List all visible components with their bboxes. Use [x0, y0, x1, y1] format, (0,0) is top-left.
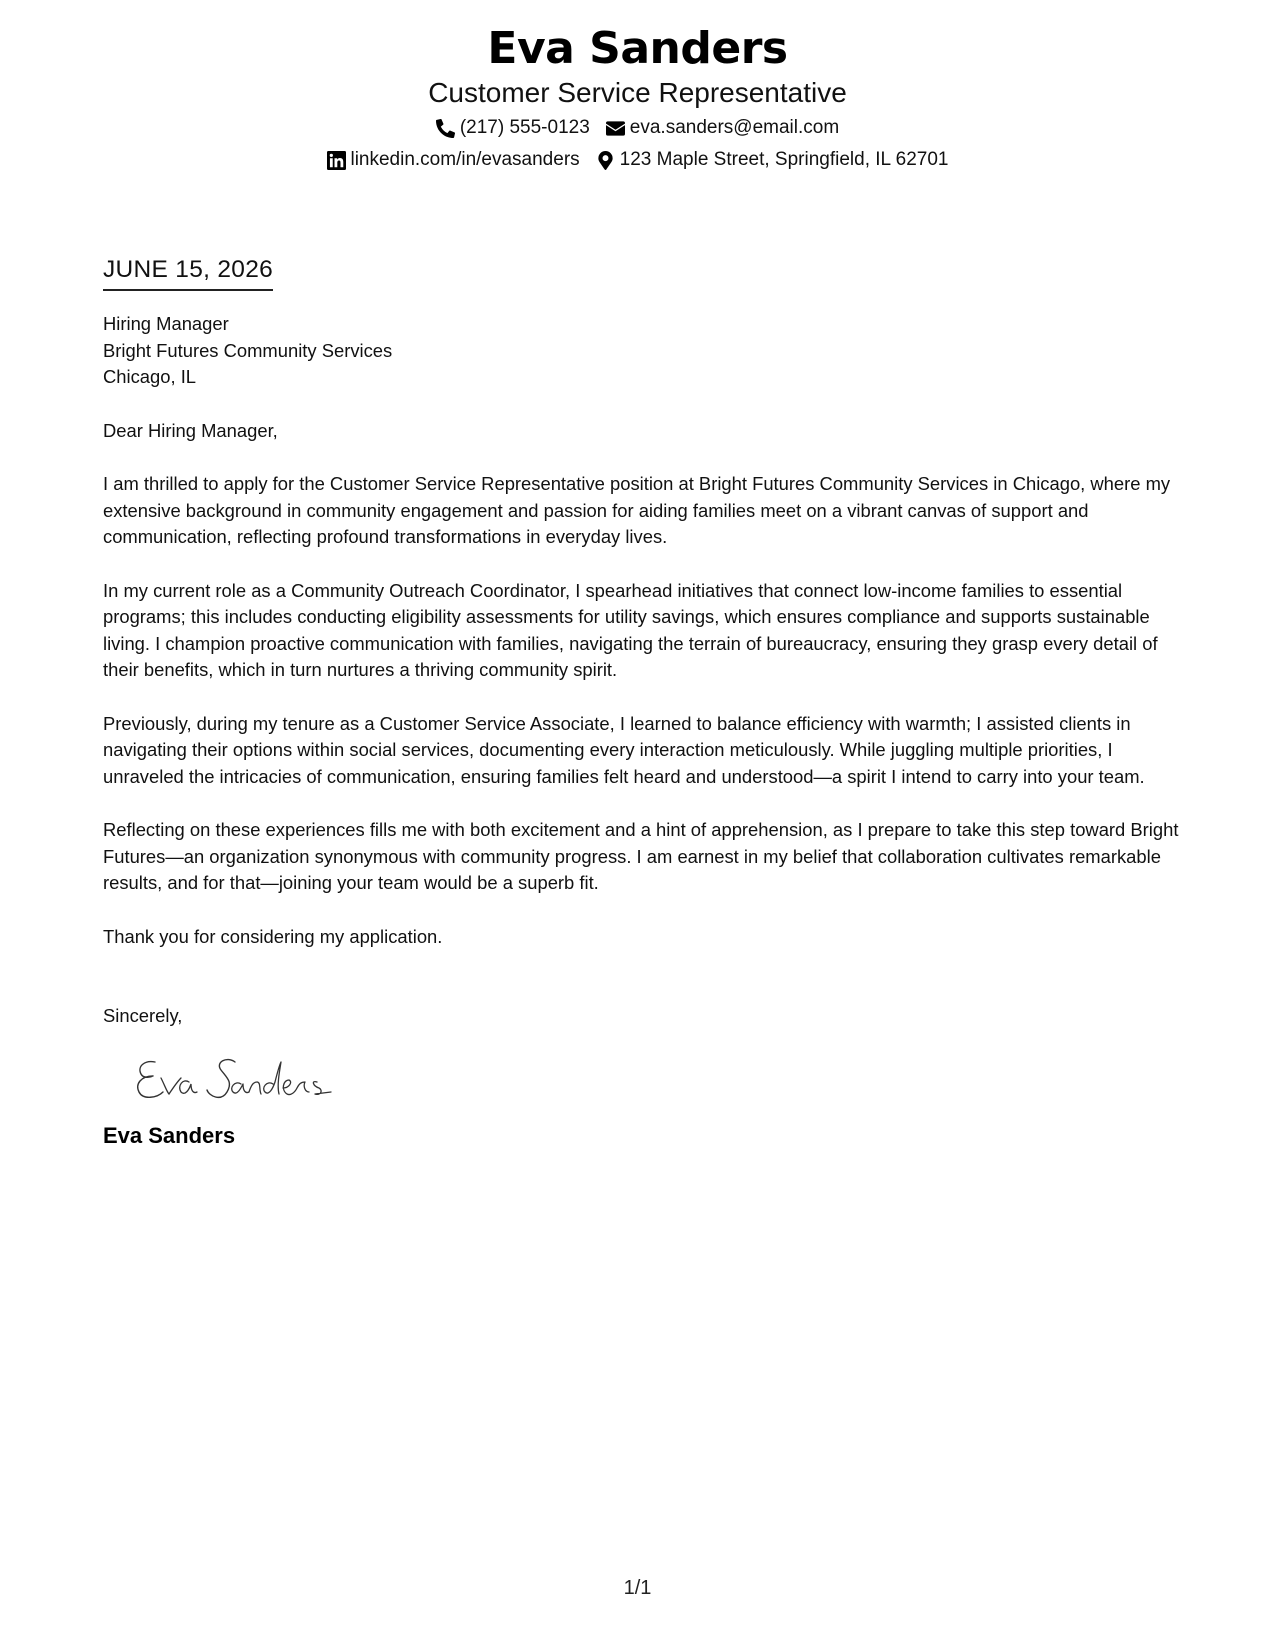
- email-text: eva.sanders@email.com: [629, 117, 840, 138]
- recipient-line-2: Bright Futures Community Services: [103, 339, 393, 361]
- signer-name: Eva Sanders: [103, 1122, 236, 1148]
- contact-phone: [436, 116, 590, 140]
- applicant-title: Customer Service Representative: [428, 77, 847, 108]
- contact-linkedin: [326, 148, 579, 172]
- body-paragraph-3: Previously, during my tenure as a Customer Service Associate, I learned to balance efficiency with warmth; I assisted clients in navigating their options within social services, documenting every interaction meticulously. While juggling multiple priorities, I unraveled the intricacies of communication, ensuring families felt heard and understood—a spirit I intend to carry into your team.: [103, 712, 1145, 787]
- body-paragraph-2: In my current role as a Community Outreach Coordinator, I spearhead initiatives that connect low-income families to essential programs; this includes conducting eligibility assessments for utility savings, which ensures compliance and supports sustainable living. I champion proactive communication with families, navigating the terrain of bureaucracy, ensuring they grasp every detail of their benefits, which in turn nurtures a thriving community spirit.: [103, 579, 1158, 680]
- envelope-icon: [606, 118, 626, 138]
- contact-address: [596, 148, 949, 172]
- page-number: 1/1: [623, 1577, 652, 1599]
- letter-date: JUNE 15, 2026: [103, 256, 274, 283]
- handwritten-signature: [133, 1048, 1183, 1106]
- contact-email: [606, 116, 839, 140]
- linkedin-icon: [326, 150, 346, 170]
- phone-icon: [436, 118, 456, 138]
- recipient-block: [103, 311, 1183, 391]
- letter-body: [103, 255, 1183, 1150]
- contact-line-2: [0, 148, 1275, 172]
- contact-line-1: [0, 116, 1275, 140]
- phone-text: (217) 555-0123: [459, 117, 590, 138]
- date-block: [103, 255, 273, 291]
- closing: Sincerely,: [103, 1005, 183, 1026]
- salutation: Dear Hiring Manager,: [103, 419, 278, 441]
- body-paragraph-5: Thank you for considering my application.: [103, 925, 443, 947]
- map-marker-icon: [596, 150, 616, 170]
- body-paragraph-1: I am thrilled to apply for the Customer Service Representative position at Bright Futures Community Services in Chicago, where my extensive background in community engagement and passion for aiding families meet on a vibrant canvas of support and communication, reflecting profound transformations in everyday lives.: [103, 473, 1171, 547]
- letter-header: [0, 22, 1275, 172]
- applicant-name: Eva Sanders: [487, 23, 788, 74]
- address-text: 123 Maple Street, Springfield, IL 62701: [619, 149, 949, 170]
- body-paragraph-4: Reflecting on these experiences fills me with both excitement and a hint of apprehension, as I prepare to take this step toward Bright Futures—an organization synonymous with community progress. I am earnest in my belief that collaboration cultivates remarkable results, and for that—joining your team would be a superb fit.: [103, 819, 1179, 893]
- linkedin-text: linkedin.com/in/evasanders: [350, 149, 580, 170]
- recipient-line-3: Chicago, IL: [103, 366, 197, 387]
- recipient-line-1: Hiring Manager: [103, 313, 229, 334]
